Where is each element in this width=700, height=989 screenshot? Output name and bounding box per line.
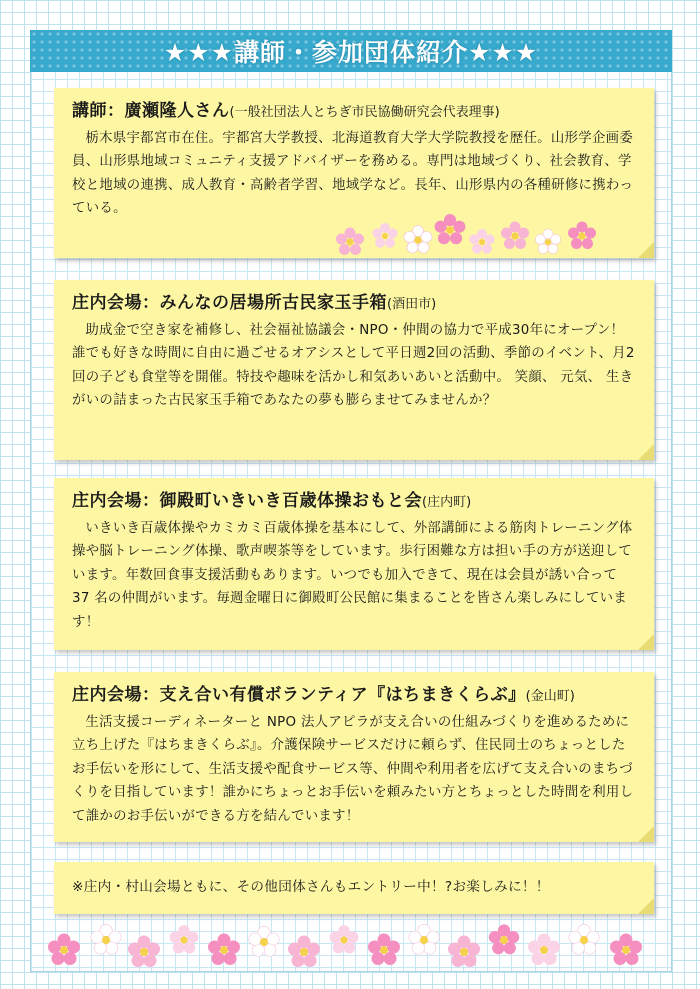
venue-note-hachimaki [54, 672, 654, 842]
page-title: ★★★講師・参加団体紹介★★★ [163, 38, 539, 67]
section-heading: 庄内会場：支え合い有償ボランティア『はちまきくらぶ』(金山町) [72, 685, 575, 705]
venue-note-tamatebako [54, 280, 654, 460]
flower-decoration-top [330, 210, 620, 258]
section-body: いきいき百歳体操やカミカミ百歳体操を基本にして、外部講師による筋肉トレーニング体操や脳トレーニング体操、歌声喫茶等をしています。歩行困難な方は担い手の方が送迎しています。年数回食事支援活動もあります。いつでも加入できて、現在は会員が誘い合って 37 名の仲間がいます。毎週金曜日に御殿町公民館に集まることを皆さん楽しみにしています！ [72, 520, 633, 630]
venue-note-omotokai [54, 478, 654, 650]
footer-note [54, 862, 654, 914]
heading-note: (庄内町) [422, 495, 472, 510]
section-heading: 講師：廣瀬隆人さん(一般社団法人とちぎ市民協働研究会代表理事) [72, 101, 500, 121]
section-heading: 庄内会場：みんなの居場所古民家玉手箱(酒田市) [72, 293, 437, 313]
section-body: 栃木県宇都宮市在住。宇都宮大学教授、北海道教育大学大学院教授を歴任。山形学企画委員、山形県地域コミュニティ支援アドバイザーを務める。専門は地域づくり、社会教育、学校と地域の連携、成人教育・高齢者学習、地域学など。長年、山形県内の各種研修に携わっている。 [72, 130, 634, 217]
section-body: 生活支援コーディネーターと NPO 法人アピラが支え合いの仕組みづくりを進めるために立ち上げた『はちまきくらぶ』。介護保険サービスだけに頼らず、住民同士のちょっとしたお手伝いを形にして、生活支援や配食サービス等、仲間や利用者を広げて支え合いのまちづくりを目指しています！誰かにちょっとお手伝いを頼みたい方とちょっとした時間を利用して誰かのお手伝いができる方を結んでいます！ [72, 714, 634, 824]
heading-note: (金山町) [525, 689, 575, 704]
title-banner [30, 30, 672, 72]
footer-text: ※庄内・村山会場ともに、その他団体さんもエントリー中！?お楽しみに！！ [72, 879, 550, 895]
section-body: 助成金で空き家を補修し、社会福祉協議会・NPO・仲間の協力で平成30年にオープン！ 誰でも好きな時間に自由に過ごせるオアシスとして平日週2回の活動、季節のイベント、月2回の子ども食堂等を開催。特技や趣味を活かし和気あいあいと活動中。 笑顔、 元気、 生きがいの詰まった古民家玉手箱であなたの夢も膨らませてみませんか？ [72, 322, 635, 409]
flower-decoration-bottom [34, 910, 670, 972]
heading-note: (一般社団法人とちぎ市民協働研究会代表理事) [229, 105, 500, 120]
heading-note: (酒田市) [387, 297, 437, 312]
section-heading: 庄内会場：御殿町いきいき百歳体操おもと会(庄内町) [72, 491, 472, 511]
